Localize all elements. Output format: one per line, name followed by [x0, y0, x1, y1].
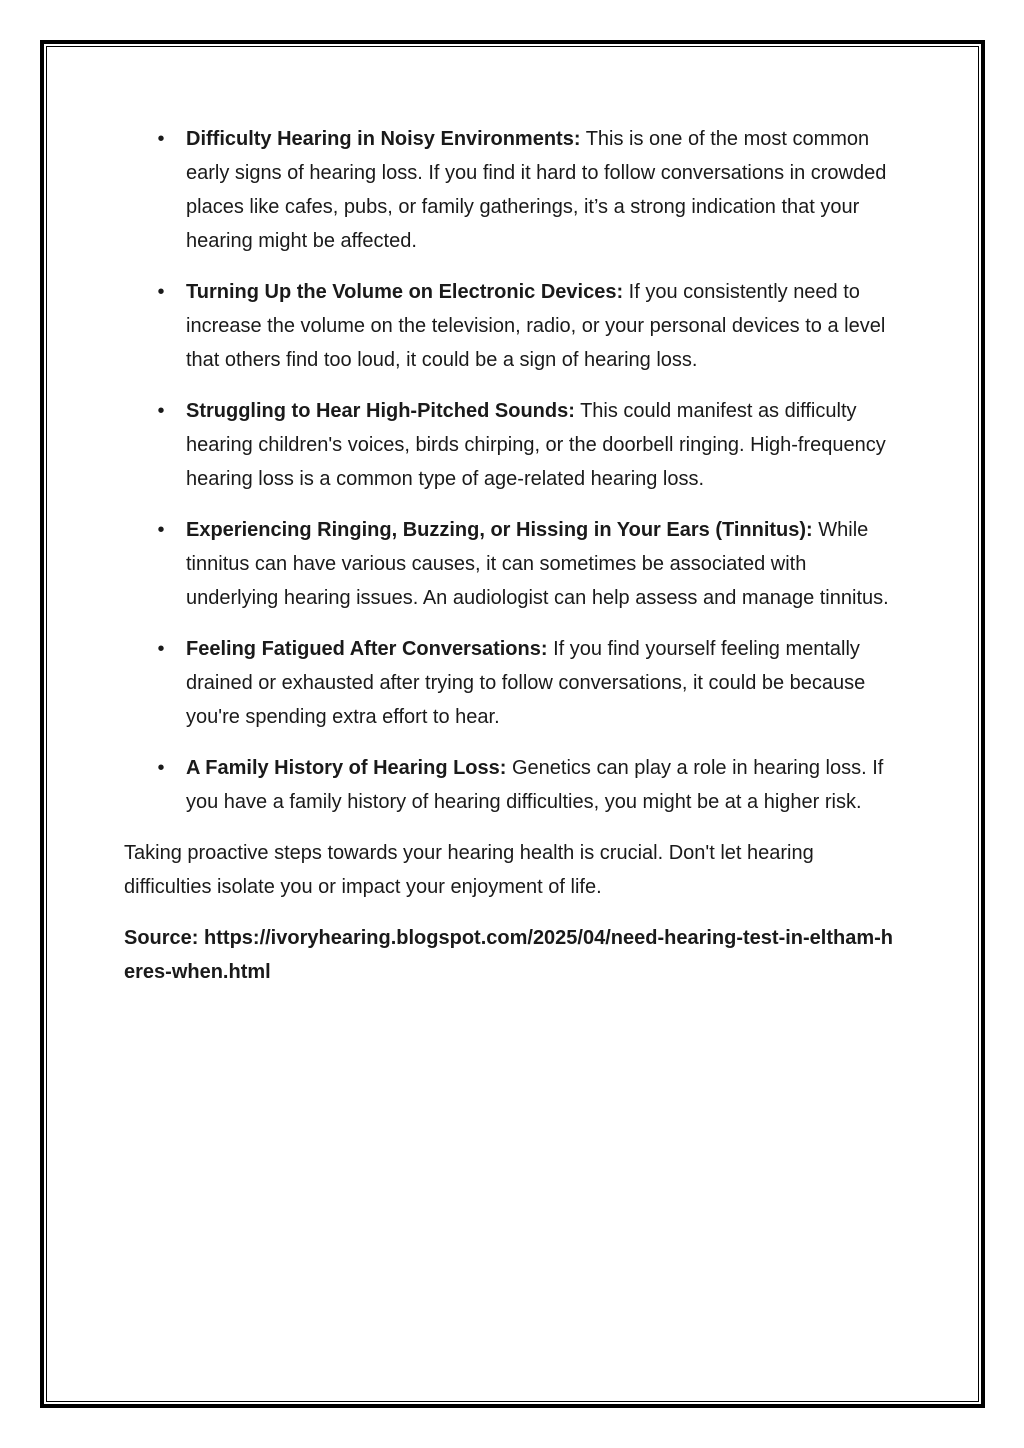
list-item-term: Experiencing Ringing, Buzzing, or Hissing in Your Ears (Tinnitus):	[186, 519, 813, 541]
list-item-text: Genetics can play a role in hearing loss. If you have a family history of hearing difficulties, you might be at a higher risk.	[186, 757, 884, 813]
list-item-term: Feeling Fatigued After Conversations:	[186, 638, 548, 660]
bullet-icon: •	[157, 281, 165, 303]
list-item-text: If you consistently need to increase the volume on the television, radio, or your personal devices to a level that others find too loud, it could be a sign of hearing loss.	[186, 281, 886, 371]
closing-paragraph: Taking proactive steps towards your hearing health is crucial. Don't let hearing difficulties isolate you or impact your enjoyment of life.	[124, 842, 814, 898]
list-item-text: If you find yourself feeling mentally drained or exhausted after trying to follow conversations, it could be because you're spending extra effort to hear.	[186, 638, 866, 728]
source-label: Source:	[124, 927, 205, 949]
bullet-icon: •	[157, 128, 165, 150]
list-item-text: While tinnitus can have various causes, it can sometimes be associated with underlying hearing issues. An audiologist can help assess and manage tinnitus.	[186, 519, 889, 609]
bullet-icon: •	[157, 519, 165, 541]
list-item	[124, 751, 904, 819]
bullet-icon: •	[157, 638, 165, 660]
list-item-term: Difficulty Hearing in Noisy Environments:	[186, 128, 581, 150]
list-item-text: This could manifest as difficulty hearing children's voices, birds chirping, or the doorbell ringing. High-frequency hearing loss is a common type of age-related hearing loss.	[186, 400, 886, 490]
list-item	[124, 394, 904, 496]
list-item	[124, 122, 904, 258]
list-item-term: Struggling to Hear High-Pitched Sounds:	[186, 400, 575, 422]
list-item	[124, 513, 904, 615]
source-link[interactable]: https://ivoryhearing.blogspot.com/2025/04/need-hearing-test-in-eltham-heres-when.html	[124, 927, 894, 983]
list-item-term: A Family History of Hearing Loss:	[186, 757, 507, 779]
bullet-icon: •	[157, 400, 165, 422]
hearing-loss-signs-list	[124, 122, 904, 819]
document-body	[124, 122, 904, 989]
source-line	[124, 921, 904, 989]
list-item	[124, 275, 904, 377]
list-item	[124, 632, 904, 734]
list-item-text: This is one of the most common early signs of hearing loss. If you find it hard to follow conversations in crowded places like cafes, pubs, or family gatherings, it’s a strong indication that your hearing might be affected.	[186, 128, 887, 252]
list-item-term: Turning Up the Volume on Electronic Devices:	[186, 281, 624, 303]
bullet-icon: •	[157, 757, 165, 779]
